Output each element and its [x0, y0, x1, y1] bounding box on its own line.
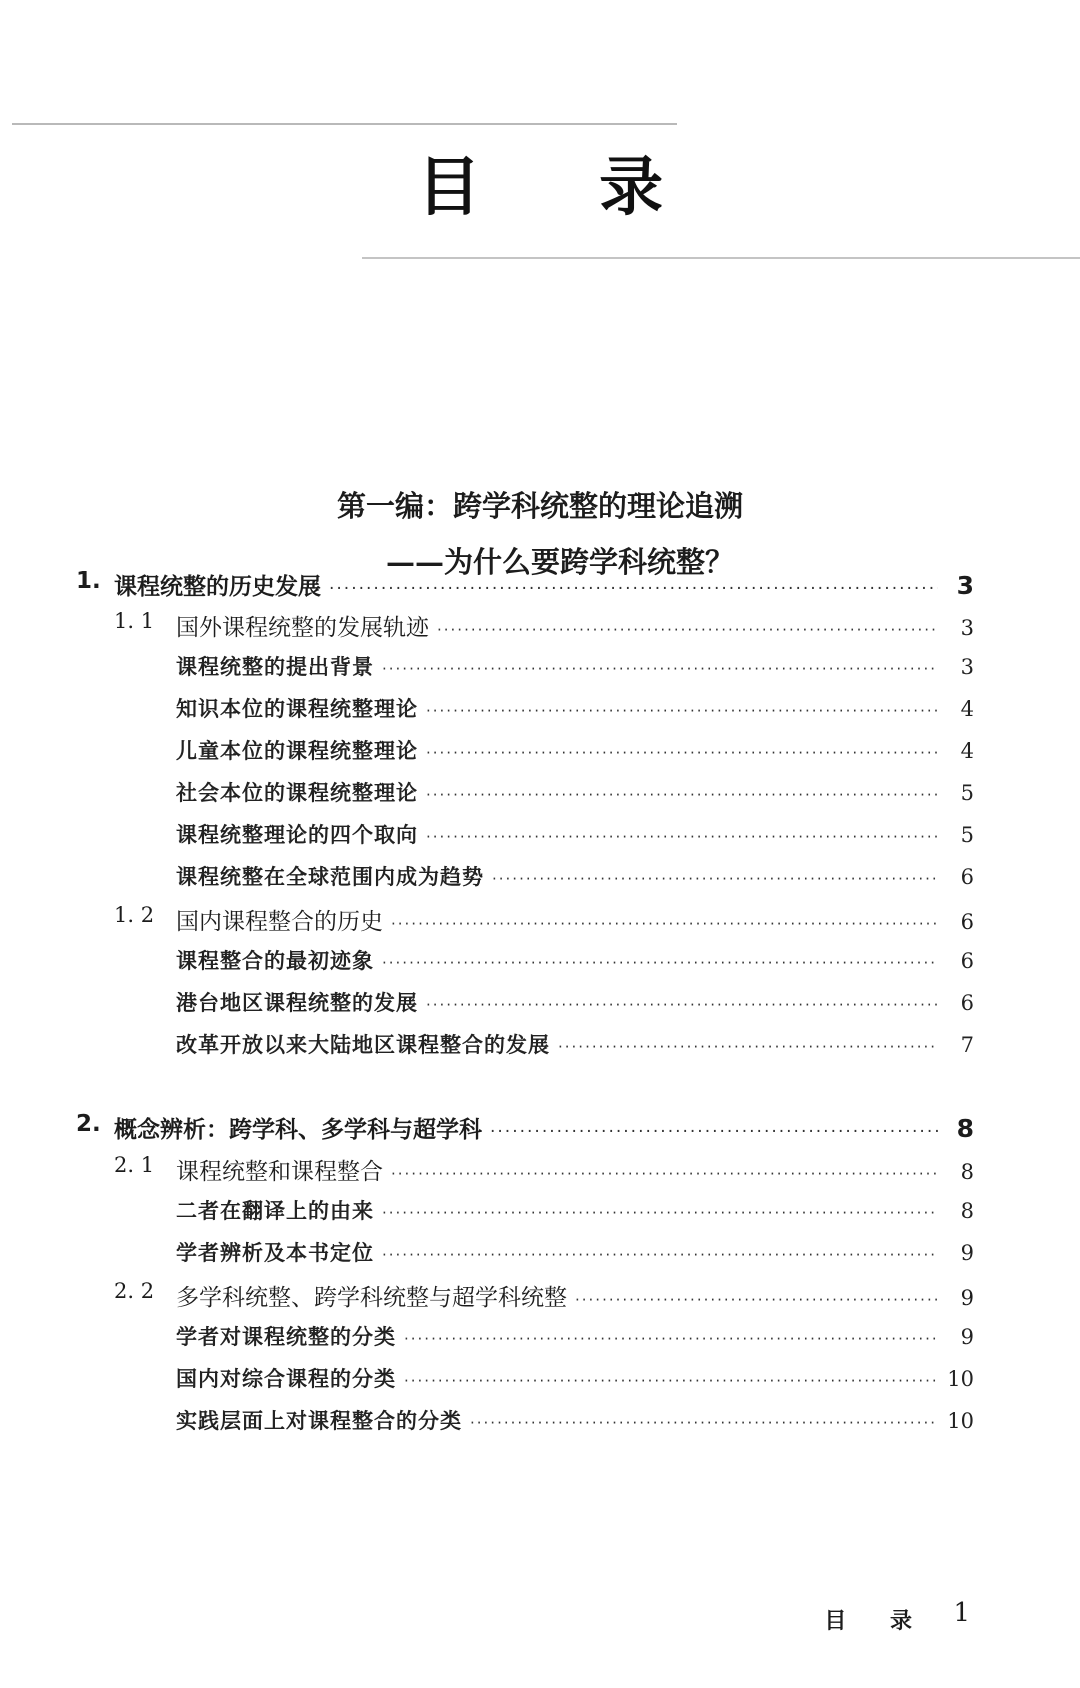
item-page: 6 — [960, 949, 974, 973]
toc-item[interactable] — [0, 1321, 1080, 1357]
toc-section-2-2[interactable] — [0, 1279, 1080, 1315]
toc-section-2-1[interactable] — [0, 1153, 1080, 1189]
toc-item[interactable] — [0, 861, 1080, 897]
leader-dots — [382, 954, 938, 972]
item-page: 4 — [960, 697, 974, 721]
leader-dots — [391, 1165, 938, 1183]
toc-item[interactable] — [0, 819, 1080, 855]
chapter-page: 3 — [956, 571, 974, 600]
item-title: 知识本位的课程统整理论 — [176, 696, 418, 721]
chapter-title: 概念辨析：跨学科、多学科与超学科 — [114, 1117, 482, 1143]
toc-item[interactable] — [0, 735, 1080, 771]
leader-dots — [437, 621, 938, 639]
leader-dots — [391, 915, 938, 933]
leader-dots — [470, 1414, 938, 1432]
item-page: 4 — [960, 739, 974, 763]
section-number: 2. 1 — [114, 1153, 155, 1177]
chapter-title: 课程统整的历史发展 — [114, 574, 321, 600]
leader-dots — [492, 870, 938, 888]
toc-item[interactable] — [0, 1195, 1080, 1231]
chapter-number: 2. — [76, 1111, 101, 1137]
item-title: 课程统整理论的四个取向 — [176, 822, 418, 847]
footer-label: 目 录 — [824, 1608, 930, 1634]
leader-dots — [490, 1122, 938, 1142]
leader-dots — [404, 1330, 938, 1348]
section-page: 6 — [960, 910, 974, 934]
leader-dots — [404, 1372, 938, 1390]
toc-item[interactable] — [0, 1405, 1080, 1441]
item-title: 社会本位的课程统整理论 — [176, 780, 418, 805]
item-title: 儿童本位的课程统整理论 — [176, 738, 418, 763]
item-page: 9 — [960, 1241, 974, 1265]
page-title: 目 录 — [416, 151, 712, 225]
footer-page-number: 1 — [953, 1598, 970, 1628]
part-heading-line1: 第一编：跨学科统整的理论追溯 — [336, 489, 743, 523]
item-page: 9 — [960, 1325, 974, 1349]
section-page: 3 — [960, 616, 974, 640]
item-title: 二者在翻译上的由来 — [176, 1198, 374, 1223]
part-heading-line2: ——为什么要跨学科统整？ — [385, 545, 734, 579]
item-title: 国内对综合课程的分类 — [176, 1366, 396, 1391]
toc-chapter-1[interactable] — [0, 568, 1080, 604]
leader-dots — [426, 828, 938, 846]
leader-dots — [382, 660, 938, 678]
leader-dots — [426, 702, 938, 720]
item-title: 课程统整的提出背景 — [176, 654, 374, 679]
page-footer — [0, 1598, 1080, 1638]
item-title: 课程整合的最初迹象 — [176, 948, 374, 973]
item-title: 课程统整在全球范围内成为趋势 — [176, 864, 484, 889]
leader-dots — [575, 1291, 938, 1309]
leader-dots — [426, 996, 938, 1014]
item-page: 5 — [960, 823, 974, 847]
section-number: 1. 1 — [114, 609, 155, 633]
item-page: 6 — [960, 991, 974, 1015]
section-title: 课程统整和课程整合 — [176, 1159, 383, 1185]
leader-dots — [558, 1038, 938, 1056]
section-number: 1. 2 — [114, 903, 155, 927]
item-title: 港台地区课程统整的发展 — [176, 990, 418, 1015]
item-page: 10 — [947, 1367, 974, 1391]
toc-item[interactable] — [0, 1029, 1080, 1065]
item-page: 7 — [960, 1033, 974, 1057]
toc-item[interactable] — [0, 693, 1080, 729]
toc-item[interactable] — [0, 945, 1080, 981]
section-title: 国内课程整合的历史 — [176, 909, 383, 935]
toc-item[interactable] — [0, 1363, 1080, 1399]
leader-dots — [329, 579, 938, 599]
chapter-page: 8 — [956, 1114, 974, 1143]
item-page: 5 — [960, 781, 974, 805]
item-page: 8 — [960, 1199, 974, 1223]
toc-item[interactable] — [0, 777, 1080, 813]
toc-item[interactable] — [0, 651, 1080, 687]
item-title: 学者对课程统整的分类 — [176, 1324, 396, 1349]
section-number: 2. 2 — [114, 1279, 155, 1303]
item-title: 实践层面上对课程整合的分类 — [176, 1408, 462, 1433]
item-page: 3 — [960, 655, 974, 679]
item-page: 6 — [960, 865, 974, 889]
item-title: 学者辨析及本书定位 — [176, 1240, 374, 1265]
section-title: 多学科统整、跨学科统整与超学科统整 — [176, 1285, 567, 1311]
toc-item[interactable] — [0, 1237, 1080, 1273]
chapter-number: 1. — [76, 568, 101, 594]
leader-dots — [426, 744, 938, 762]
toc-section-1-2[interactable] — [0, 903, 1080, 939]
toc-chapter-2[interactable] — [0, 1111, 1080, 1147]
leader-dots — [382, 1204, 938, 1222]
toc-item[interactable] — [0, 987, 1080, 1023]
section-page: 9 — [960, 1286, 974, 1310]
section-title: 国外课程统整的发展轨迹 — [176, 615, 429, 641]
toc-section-1-1[interactable] — [0, 609, 1080, 645]
leader-dots — [426, 786, 938, 804]
item-page: 10 — [947, 1409, 974, 1433]
leader-dots — [382, 1246, 938, 1264]
section-page: 8 — [960, 1160, 974, 1184]
item-title: 改革开放以来大陆地区课程整合的发展 — [176, 1032, 550, 1057]
